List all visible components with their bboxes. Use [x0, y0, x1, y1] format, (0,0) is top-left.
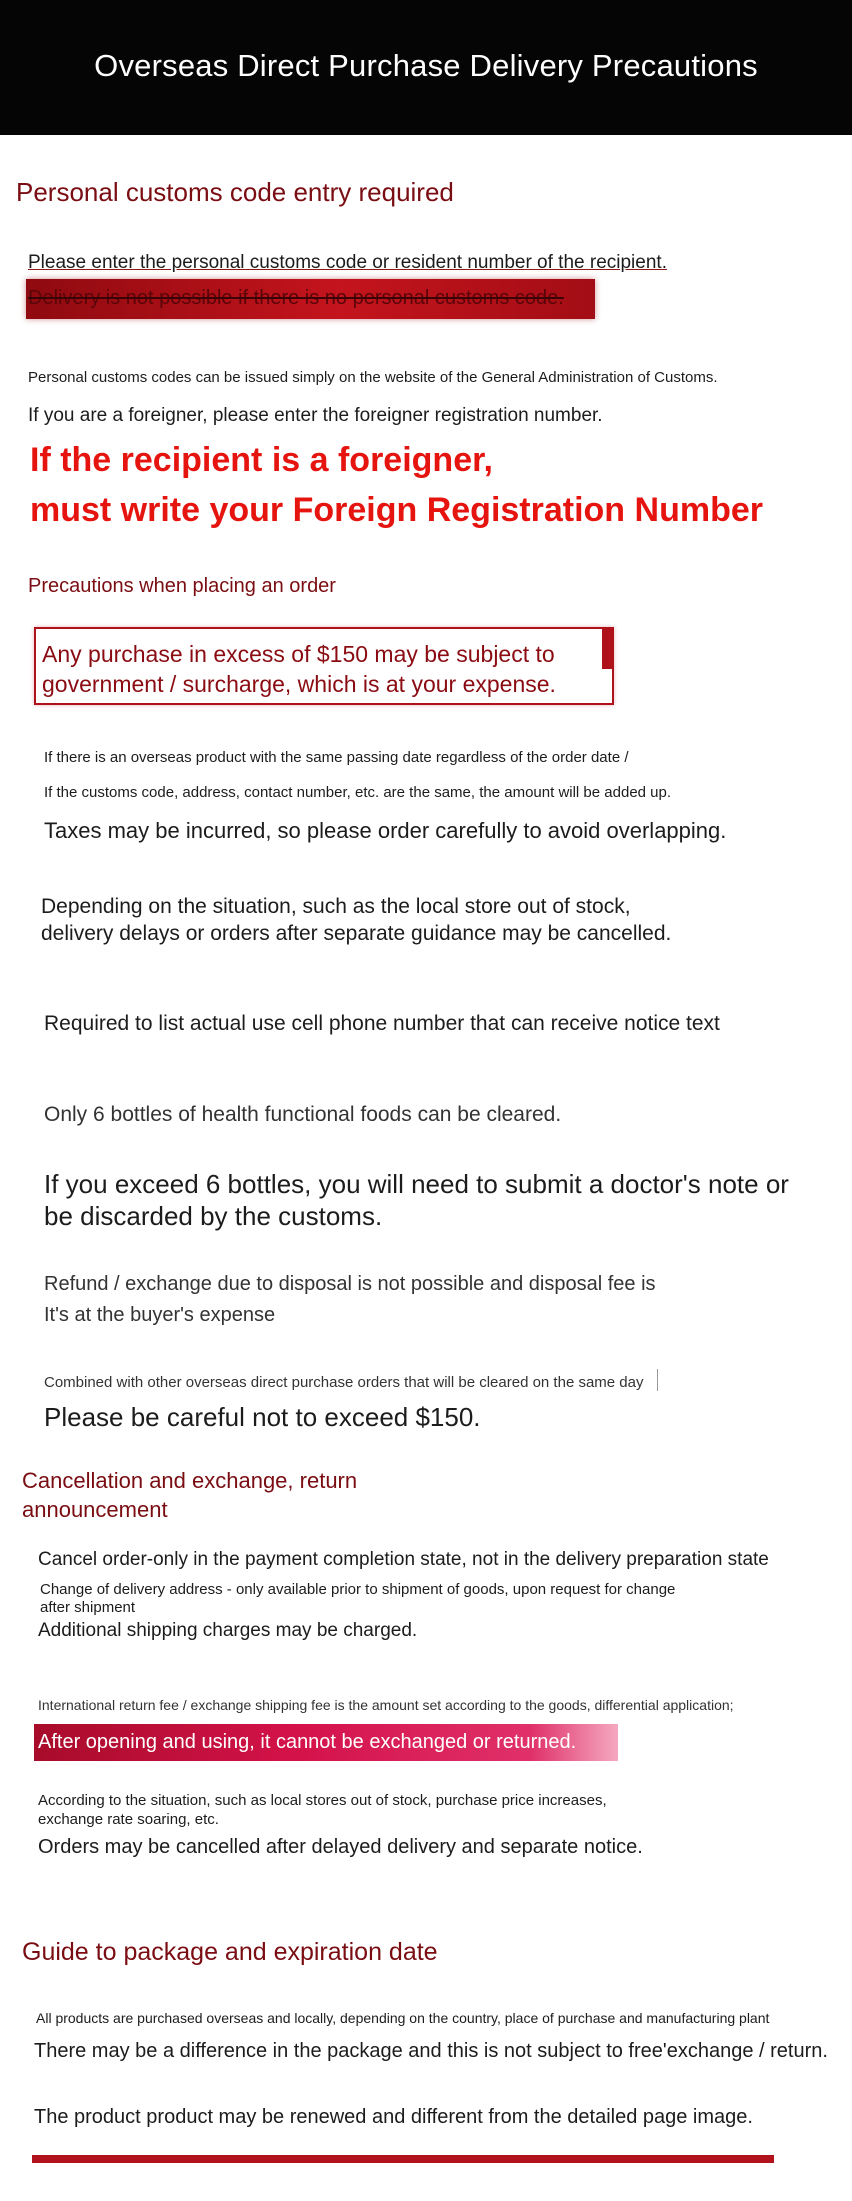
page-title: Overseas Direct Purchase Delivery Precautions [94, 48, 758, 83]
order-depending-line-1: Depending on the situation, such as the local store out of stock, [41, 895, 631, 918]
order-refund-line-1: Refund / exchange due to disposal is not possible and disposal fee is [44, 1273, 656, 1295]
order-bottles: Only 6 bottles of health functional foods can be cleared. [44, 1103, 562, 1126]
order-careful: Please be careful not to exceed $150. [44, 1402, 481, 1432]
bottom-accent-bar [32, 2155, 774, 2163]
order-combined: Combined with other overseas direct purchase orders that will be cleared on the same day [44, 1374, 644, 1391]
foreigner-emphasis-line-2: must write your Foreign Registration Number [30, 491, 763, 529]
cancel-order: Cancel order-only in the payment completion state, not in the delivery preparation state [38, 1549, 769, 1570]
cancel-address-line-2: after shipment [40, 1599, 136, 1616]
package-purchased: All products are purchased overseas and locally, depending on the country, place of purchase and manufacturing plant [36, 2010, 770, 2026]
surcharge-line-2: government / surcharge, which is at your expense. [42, 671, 556, 697]
cancel-return-fee: International return fee / exchange shipping fee is the amount set according to the goods, differential application; [38, 1697, 734, 1713]
section-heading-cancel-line-1: Cancellation and exchange, return [22, 1468, 358, 1493]
customs-enter-prompt: Please enter the personal customs code or resident number of the recipient. [28, 252, 667, 273]
cancel-warning-banner [34, 1724, 618, 1761]
customs-warning-text: Delivery is not possible if there is no personal customs code. [28, 287, 564, 309]
order-refund-line-2: It's at the buyer's expense [44, 1304, 276, 1326]
order-exceed-line-1: If you exceed 6 bottles, you will need to submit a doctor's note or [44, 1169, 789, 1199]
order-phone: Required to list actual use cell phone number that can receive notice text [44, 1012, 720, 1035]
cancel-address-line-1: Change of delivery address - only available prior to shipment of goods, upon request for change [40, 1581, 676, 1598]
cancel-additional: Additional shipping charges may be charged. [38, 1620, 418, 1641]
page-header [0, 0, 852, 135]
package-difference: There may be a difference in the package and this is not subject to free'exchange / return. [34, 2040, 828, 2062]
order-exceed-line-2: be discarded by the customs. [44, 1201, 383, 1231]
divider [657, 1369, 658, 1391]
order-depending-line-2: delivery delays or orders after separate guidance may be cancelled. [41, 922, 672, 945]
package-renewed: The product product may be renewed and different from the detailed page image. [34, 2106, 753, 2128]
surcharge-line-1: Any purchase in excess of $150 may be subject to [42, 641, 555, 667]
section-heading-package: Guide to package and expiration date [22, 1938, 438, 1966]
cancel-warning-text: After opening and using, it cannot be exchanged or returned. [38, 1731, 577, 1753]
section-heading-cancel-line-2: announcement [22, 1497, 168, 1522]
customs-foreigner-note: If you are a foreigner, please enter the foreigner registration number. [28, 405, 603, 426]
customs-issued-note: Personal customs codes can be issued simply on the website of the General Administration of Customs. [28, 369, 718, 386]
cancel-delayed: Orders may be cancelled after delayed delivery and separate notice. [38, 1836, 643, 1858]
order-taxes: Taxes may be incurred, so please order carefully to avoid overlapping. [44, 818, 727, 843]
order-same-code: If the customs code, address, contact number, etc. are the same, the amount will be added up. [44, 784, 672, 801]
order-same-date: If there is an overseas product with the same passing date regardless of the order date / [44, 749, 629, 766]
customs-warning-banner [26, 279, 595, 319]
section-heading-customs: Personal customs code entry required [16, 177, 454, 207]
foreigner-emphasis-line-1: If the recipient is a foreigner, [30, 441, 493, 479]
surcharge-accent [602, 629, 614, 669]
cancel-situation-line-1: According to the situation, such as local stores out of stock, purchase price increases, [38, 1792, 607, 1809]
surcharge-box [34, 627, 614, 705]
section-heading-order: Precautions when placing an order [28, 575, 336, 597]
cancel-situation-line-2: exchange rate soaring, etc. [38, 1811, 219, 1828]
